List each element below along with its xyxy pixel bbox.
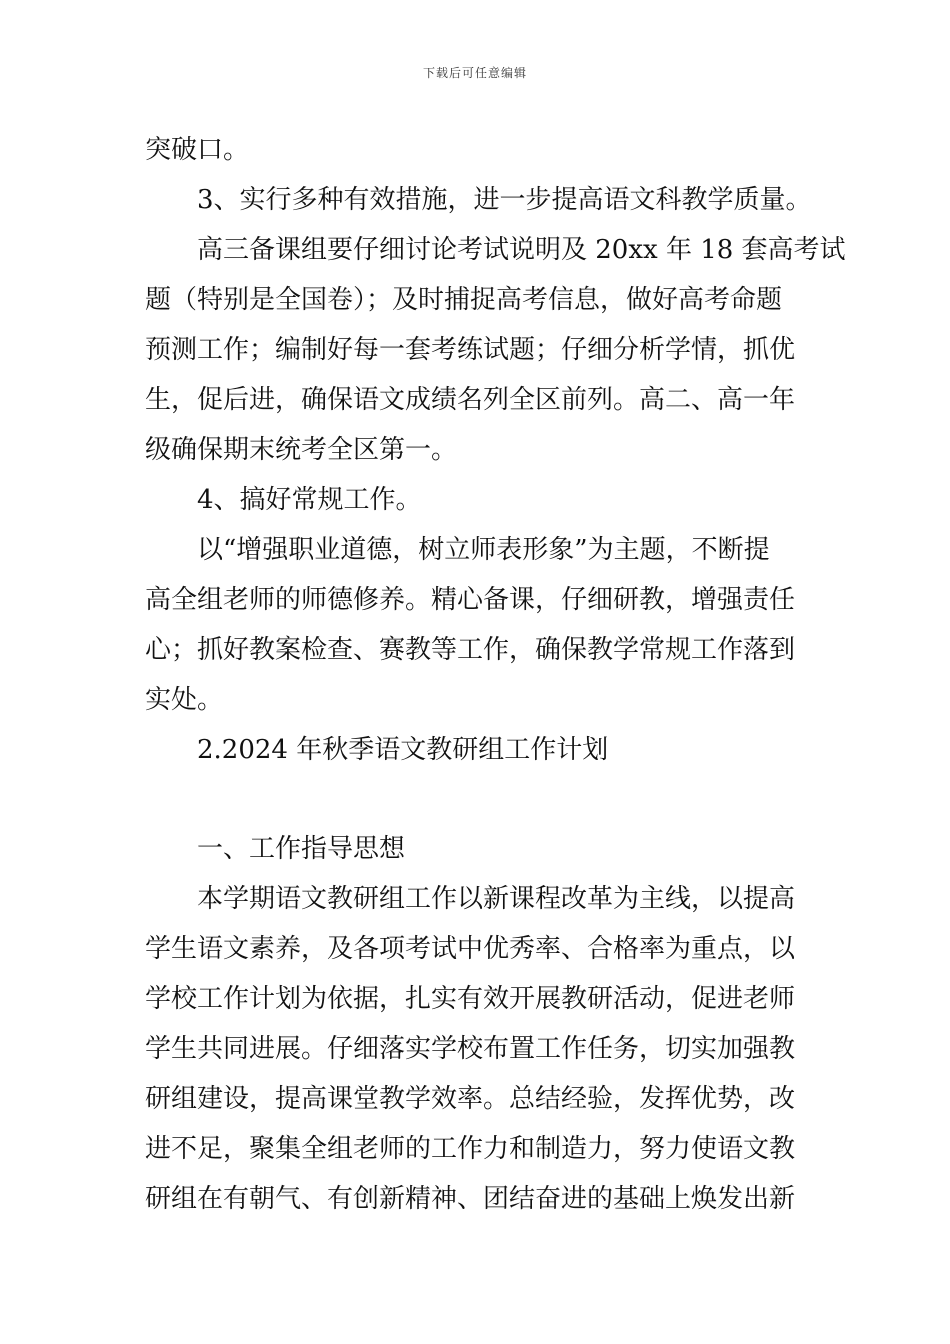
paragraph-line: 本学期语文教研组工作以新课程改革为主线，以提高 (197, 884, 796, 914)
paragraph-line: 级确保期末统考全区第一。 (145, 435, 458, 465)
paragraph-line: 以“增强职业道德，树立师表形象”为主题，不断提 (197, 535, 770, 565)
page-header: 下载后可任意编辑 (422, 66, 527, 80)
paragraph-line: 高三备课组要仔细讨论考试说明及 20xx 年 18 套高考试 (197, 235, 846, 265)
paragraph-line: 题（特别是全国卷）；及时捕捉高考信息，做好高考命题 (145, 285, 783, 315)
section-heading-1: 一、工作指导思想 (197, 834, 406, 864)
paragraph-line: 进不足，聚集全组老师的工作力和制造力，努力使语文教 (145, 1134, 796, 1164)
paragraph-line: 高全组老师的师德修养。精心备课，仔细研教，增强责任 (145, 585, 796, 615)
paragraph-line: 生，促后进，确保语文成绩名列全区前列。高二、高一年 (145, 385, 796, 415)
paragraph-line: 学校工作计划为依据，扎实有效开展教研活动，促进老师 (145, 984, 796, 1014)
paragraph-line: 学生语文素养，及各项考试中优秀率、合格率为重点，以 (145, 934, 796, 964)
section-heading-4: 4、搞好常规工作。 (197, 485, 422, 515)
paragraph-line: 心；抓好教案检查、赛教等工作，确保教学常规工作落到 (145, 635, 796, 665)
paragraph-line: 实处。 (145, 685, 224, 715)
paragraph-line: 研组在有朝气、有创新精神、团结奋进的基础上焕发出新 (145, 1184, 796, 1214)
paragraph-line: 研组建设，提高课堂教学效率。总结经验，发挥优势，改 (145, 1084, 796, 1114)
paragraph-line: 突破口。 (145, 135, 250, 165)
section-heading-3: 3、实行多种有效措施，进一步提高语文科教学质量。 (197, 185, 812, 215)
paragraph-line: 学生共同进展。仔细落实学校布置工作任务，切实加强教 (145, 1034, 796, 1064)
document-title: 2.2024 年秋季语文教研组工作计划 (197, 735, 609, 765)
paragraph-line: 预测工作；编制好每一套考练试题；仔细分析学情，抓优 (145, 335, 796, 365)
